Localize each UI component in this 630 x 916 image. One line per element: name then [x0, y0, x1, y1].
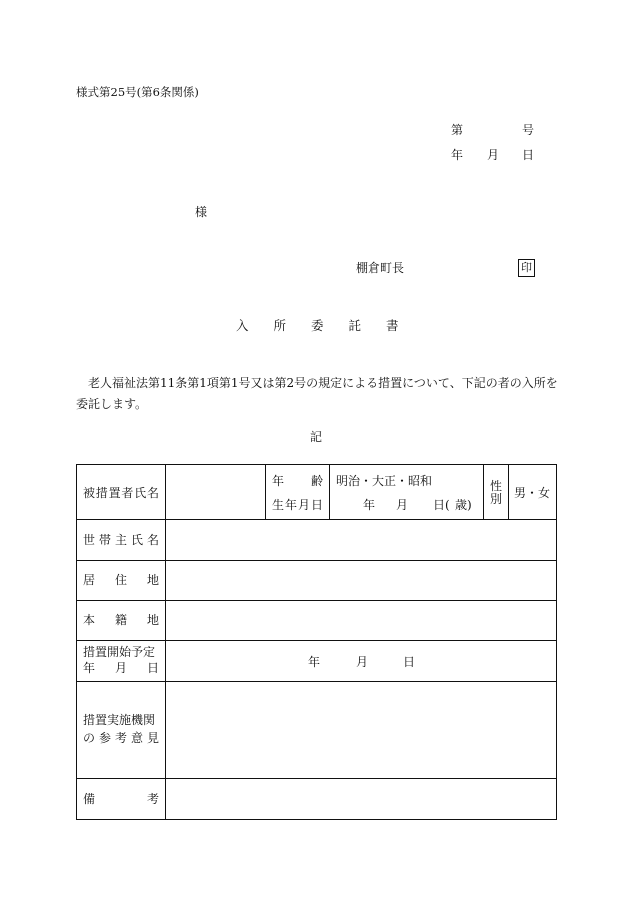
entrustment-table	[76, 464, 557, 820]
sex-label-char: 別	[490, 492, 503, 506]
subject-name-field[interactable]	[171, 484, 259, 502]
document-number-suffix: 号	[522, 123, 535, 137]
date-month-label: 月	[487, 148, 500, 162]
sex-options[interactable]: 男・女	[514, 486, 551, 500]
date-year-label: 年	[451, 148, 464, 162]
row-divider	[76, 600, 557, 601]
domicile-field[interactable]	[171, 610, 551, 630]
table-border-right	[556, 464, 557, 820]
document-title: 入所委託書	[236, 318, 424, 333]
age-label: 年 齢	[272, 474, 323, 488]
start-date-label: 措置開始予定	[83, 645, 156, 659]
row-divider	[76, 640, 557, 641]
document-number-label: 第	[451, 123, 464, 137]
start-date-label-units: 年 月 日	[83, 661, 159, 675]
household-head-field[interactable]	[171, 530, 551, 550]
birth-year-unit: 年	[363, 498, 376, 512]
age-unit: 歳)	[455, 498, 472, 512]
start-day-unit: 日	[403, 655, 416, 669]
table-border-left	[76, 464, 77, 820]
era-options: 明治・大正・昭和	[336, 474, 433, 488]
row-divider	[76, 519, 557, 520]
opinion-field[interactable]	[171, 688, 551, 772]
column-divider	[483, 464, 484, 520]
remarks-label: 備 考	[83, 792, 159, 806]
birth-day-unit: 日(	[433, 498, 450, 512]
label-column-divider	[165, 464, 166, 820]
remarks-field[interactable]	[171, 788, 551, 810]
start-year-unit: 年	[308, 655, 321, 669]
opinion-label: 措置実施機関	[83, 713, 156, 727]
body-paragraph: 老人福祉法第11条第1項第1号又は第2号の規定による措置について、下記の者の入所を委託します。	[76, 376, 558, 411]
domicile-label: 本 籍 地	[83, 613, 159, 627]
row-divider	[76, 560, 557, 561]
household-head-label: 世 帯 主 氏 名	[83, 533, 159, 547]
residence-label: 居 住 地	[83, 573, 159, 587]
opinion-label-line2: の 参 考 意 見	[83, 731, 159, 745]
recipient-honorific: 様	[195, 205, 208, 219]
ki-notation: 記	[310, 430, 323, 444]
table-border-top	[76, 464, 557, 465]
sex-label-char: 性	[490, 479, 503, 493]
column-divider	[265, 464, 266, 520]
issuer-name: 棚倉町長	[356, 261, 405, 275]
date-day-label: 日	[522, 148, 535, 162]
residence-field[interactable]	[171, 570, 551, 590]
birth-month-unit: 月	[396, 498, 409, 512]
birthdate-label: 生 年 月 日	[272, 498, 323, 512]
table-border-bottom	[76, 819, 557, 820]
column-divider	[329, 464, 330, 520]
seal-mark: 印	[518, 259, 535, 277]
form-number: 様式第25号(第6条関係)	[76, 85, 199, 99]
row-divider	[76, 681, 557, 682]
column-divider	[508, 464, 509, 520]
start-month-unit: 月	[356, 655, 369, 669]
row-divider	[76, 778, 557, 779]
subject-name-label: 被 措 置 者 氏 名	[83, 486, 159, 500]
